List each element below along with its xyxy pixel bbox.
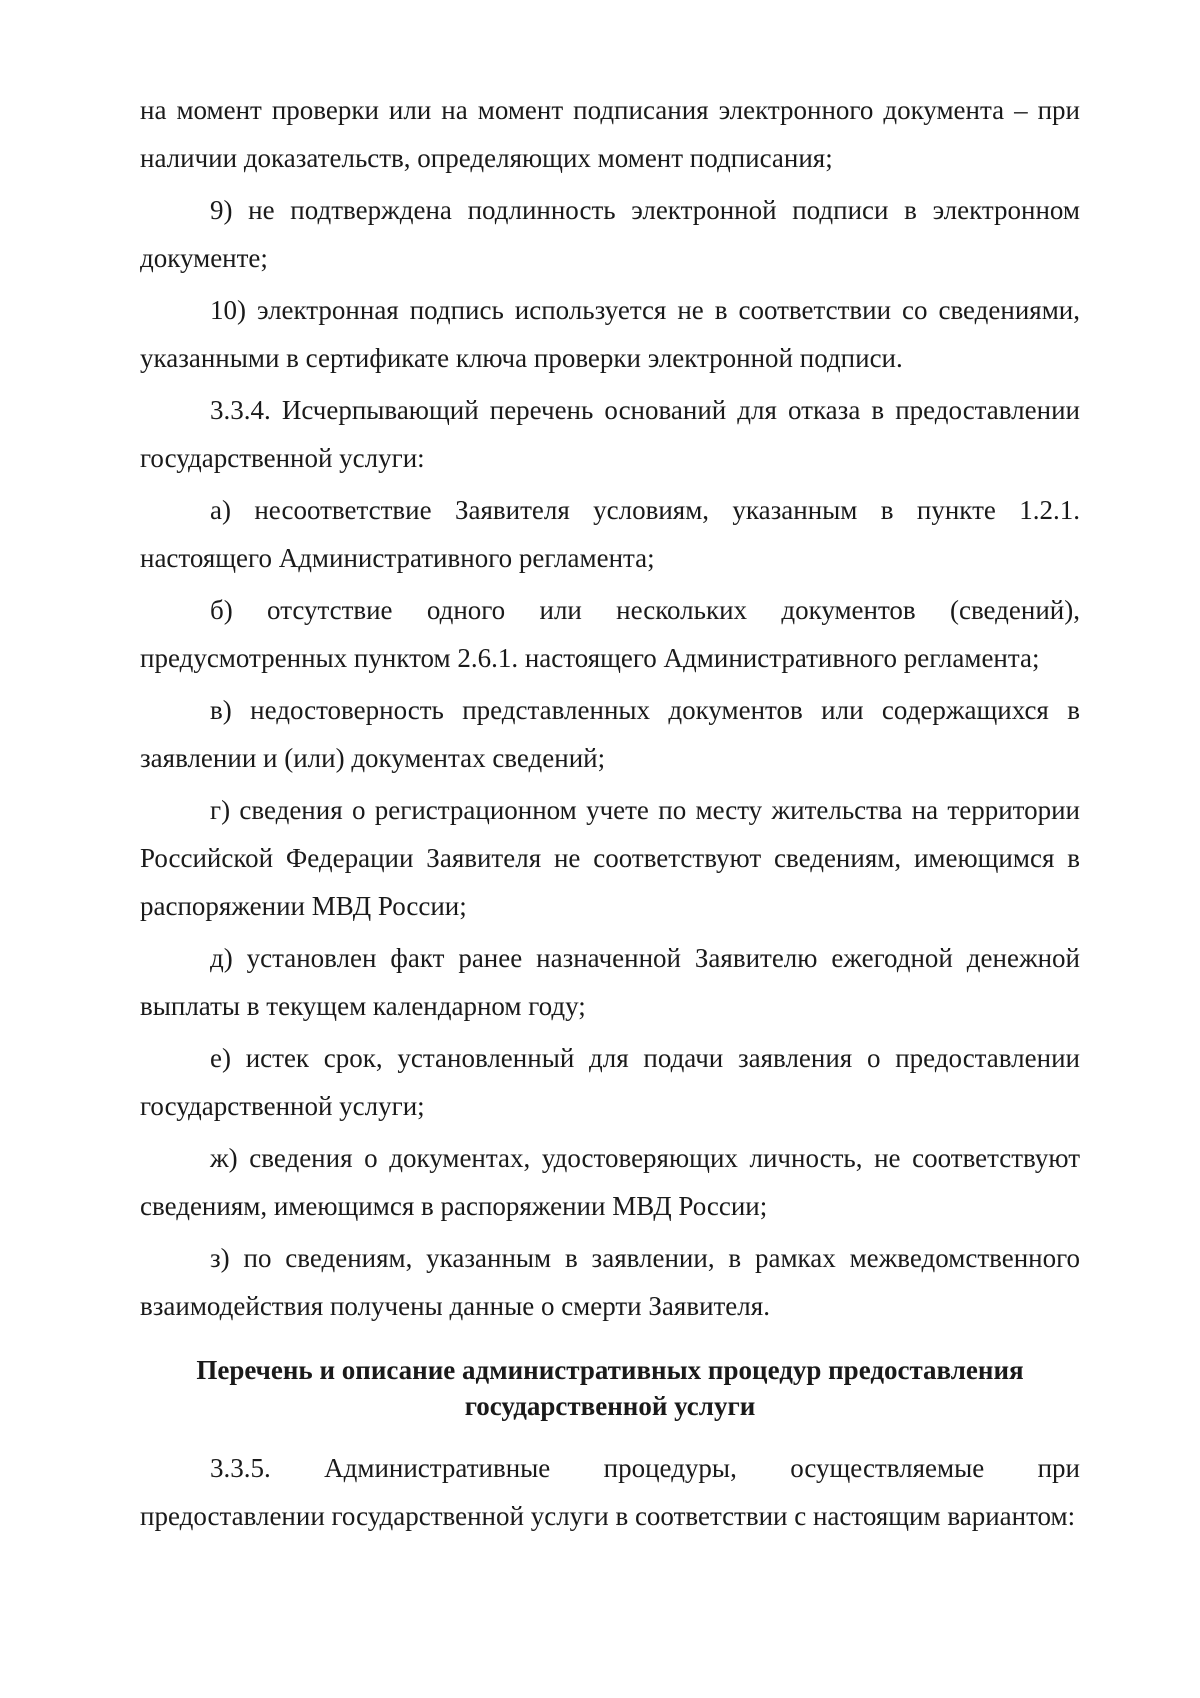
section-heading-line-1: Перечень и описание административных процедур предоставления — [196, 1355, 1024, 1385]
paragraph-item-zh: ж) сведения о документах, удостоверяющих личность, не соответствуют сведениям, имеющимся в распоряжении МВД России; — [140, 1143, 1080, 1221]
paragraph-item-d: д) установлен факт ранее назначенной Заявителю ежегодной денежной выплаты в текущем календарном году; — [140, 943, 1080, 1021]
paragraph-continuation: на момент проверки или на момент подписания электронного документа – при наличии доказательств, определяющих момент подписания; — [140, 95, 1080, 173]
paragraph-item-g: г) сведения о регистрационном учете по месту жительства на территории Российской Федерации Заявителя не соответствуют сведениям, имеющимся в распоряжении МВД России; — [140, 795, 1080, 921]
section-heading-line-2: государственной услуги — [464, 1391, 756, 1421]
paragraph-3-3-4: 3.3.4. Исчерпывающий перечень оснований для отказа в предоставлении государственной услуги: — [140, 395, 1080, 473]
paragraph-item-b: б) отсутствие одного или нескольких документов (сведений), предусмотренных пунктом 2.6.1. настоящего Административного регламента; — [140, 595, 1080, 673]
paragraph-item-10: 10) электронная подпись используется не в соответствии со сведениями, указанными в сертификате ключа проверки электронной подписи. — [140, 295, 1080, 373]
paragraph-item-z: з) по сведениям, указанным в заявлении, в рамках межведомственного взаимодействия получены данные о смерти Заявителя. — [140, 1243, 1080, 1321]
section-heading — [140, 1352, 1080, 1424]
paragraph-item-e: е) истек срок, установленный для подачи заявления о предоставлении государственной услуги; — [140, 1043, 1080, 1121]
document-body — [140, 86, 1080, 1544]
paragraph-item-a: а) несоответствие Заявителя условиям, указанным в пункте 1.2.1. настоящего Административного регламента; — [140, 495, 1080, 573]
paragraph-item-v: в) недостоверность представленных документов или содержащихся в заявлении и (или) документах сведений; — [140, 695, 1080, 773]
paragraph-3-3-5: 3.3.5. Административные процедуры, осуществляемые при предоставлении государственной услуги в соответствии с настоящим вариантом: — [140, 1453, 1080, 1531]
paragraph-item-9: 9) не подтверждена подлинность электронной подписи в электронном документе; — [140, 195, 1080, 273]
